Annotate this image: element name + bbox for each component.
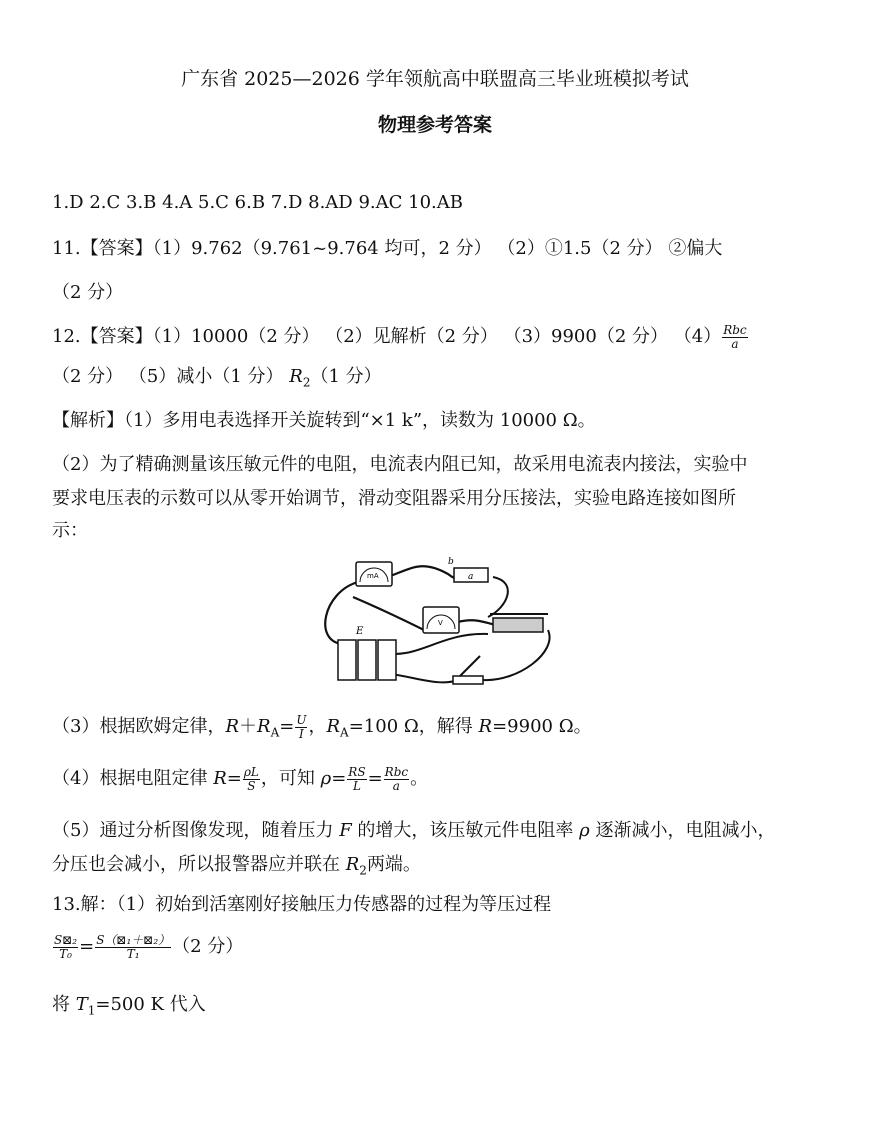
battery-label-e: E bbox=[356, 626, 364, 637]
p4-eq3: = bbox=[367, 768, 383, 789]
analysis-p5-line2 bbox=[52, 850, 421, 878]
battery-cell-2 bbox=[358, 640, 376, 680]
p4-text2: ，可知 bbox=[260, 768, 321, 789]
q11-answer-line1: 11.【答案】（1）9.762（9.761~9.764 均可，2 分） （2）①1.5（2 分） ②偏大 bbox=[52, 238, 723, 259]
element-label-b: b bbox=[448, 557, 454, 567]
q12-line2-score: （1 分） bbox=[310, 366, 382, 387]
rheostat bbox=[493, 618, 543, 632]
q13-fraction-1 bbox=[53, 934, 78, 961]
p3-eq: = bbox=[279, 716, 295, 737]
p5-r2: R bbox=[345, 854, 360, 875]
p3-text: （3）根据欧姆定律， bbox=[52, 716, 226, 737]
wire-element-rheostat bbox=[488, 577, 508, 617]
p3-plus: ＋ bbox=[239, 716, 258, 737]
p3-comma: ， bbox=[308, 716, 327, 737]
p3-frac-num: U bbox=[296, 712, 307, 727]
p5-rho: ρ bbox=[579, 820, 590, 841]
wire-ammeter-voltmeter bbox=[353, 597, 428, 632]
p3-value: =100 Ω，解得 bbox=[348, 716, 479, 737]
q12-fraction-den: a bbox=[731, 336, 739, 351]
q13-t: T bbox=[75, 994, 88, 1015]
analysis-p3 bbox=[52, 712, 592, 741]
p4-fraction-2 bbox=[347, 766, 366, 793]
q12-answer-line2 bbox=[52, 362, 382, 390]
switch-lever bbox=[460, 656, 480, 676]
p4-rho: ρ bbox=[320, 768, 332, 789]
q12-line2-text: （2 分） （5）减小（1 分） bbox=[52, 366, 290, 387]
wire-ammeter-battery bbox=[325, 582, 358, 644]
q13-fraction-2 bbox=[95, 934, 171, 961]
p4-r: R bbox=[213, 768, 227, 789]
q13-line3 bbox=[52, 990, 206, 1018]
p4-frac3-num: Rbc bbox=[384, 764, 409, 779]
p4-frac1-num: ρL bbox=[243, 764, 259, 779]
q12-r-subscript: 2 bbox=[302, 375, 311, 390]
q13-line1: 13.解：（1）初始到活塞刚好接触压力传感器的过程为等压过程 bbox=[52, 894, 552, 915]
analysis-p4 bbox=[52, 764, 428, 793]
p4-period: 。 bbox=[410, 768, 429, 789]
p4-eq1: = bbox=[226, 768, 242, 789]
analysis-p1: 【解析】（1）多用电表选择开关旋转到“×1 k”，读数为 10000 Ω。 bbox=[52, 410, 596, 431]
battery-cell-3 bbox=[378, 640, 396, 680]
choice-answers: 1.D 2.C 3.B 4.A 5.C 6.B 7.D 8.AD 9.AC 10.AB bbox=[52, 192, 463, 213]
p3-ra2-sub: A bbox=[340, 725, 349, 740]
wire-rheostat-switch bbox=[483, 630, 550, 680]
analysis-p2-line2: 要求电压表的示数可以从零开始调节，滑动变阻器采用分压接法，实验电路连接如图所 bbox=[52, 488, 736, 509]
q13-text2: =500 K 代入 bbox=[95, 994, 206, 1015]
q13-frac2-den: T₁ bbox=[126, 946, 140, 961]
battery-cell-1 bbox=[338, 640, 356, 680]
q13-frac1-num: S⊠₂ bbox=[54, 932, 78, 947]
p4-frac2-num: RS bbox=[348, 764, 366, 779]
p5-text1: （5）通过分析图像发现，随着压力 bbox=[52, 820, 340, 841]
p4-frac1-den: S bbox=[247, 778, 256, 793]
q13-frac1-den: T₀ bbox=[59, 946, 72, 961]
p5-text3: 逐渐减小，电阻减小， bbox=[589, 820, 776, 841]
q13-frac2-num: S（⊠₁＋⊠₂） bbox=[96, 932, 171, 947]
p4-eq2: = bbox=[331, 768, 347, 789]
p3-result: =9900 Ω。 bbox=[492, 716, 592, 737]
page-subtitle: 物理参考答案 bbox=[377, 114, 492, 136]
p4-fraction-3 bbox=[384, 766, 409, 793]
q12-answer-line1 bbox=[52, 322, 749, 351]
analysis-p5-line1 bbox=[52, 816, 775, 842]
q13-eq: = bbox=[79, 936, 95, 957]
p3-ra-sub: A bbox=[270, 725, 280, 740]
q12-answer-text: 12.【答案】（1）10000（2 分） （2）见解析（2 分） （3）9900（2 分） （4） bbox=[52, 326, 722, 347]
p3-r2: R bbox=[478, 716, 493, 737]
p4-text: （4）根据电阻定律 bbox=[52, 768, 214, 789]
analysis-p2-line1: （2）为了精确测量该压敏元件的电阻，电流表内阻已知，故采用电流表内接法，实验中 bbox=[52, 454, 748, 475]
p5-text2: 的增大，该压敏元件电阻率 bbox=[351, 820, 580, 841]
p3-frac-den: I bbox=[299, 726, 304, 741]
p3-ra: R bbox=[257, 716, 271, 737]
p5-text5: 两端。 bbox=[366, 854, 421, 875]
q11-answer-line2: （2 分） bbox=[52, 282, 124, 303]
p4-frac2-den: L bbox=[352, 778, 361, 793]
p5-r2-sub: 2 bbox=[359, 863, 367, 878]
voltmeter-label: V bbox=[438, 619, 443, 627]
circuit-diagram bbox=[318, 552, 558, 692]
analysis-p2-line3: 示： bbox=[52, 520, 88, 541]
q13-score: （2 分） bbox=[172, 936, 244, 957]
p3-ra2: R bbox=[326, 716, 341, 737]
ammeter-label: mA bbox=[367, 572, 379, 580]
q13-equation bbox=[52, 932, 243, 961]
q13-t-sub: 1 bbox=[87, 1003, 96, 1018]
p5-text4: 分压也会减小，所以报警器应并联在 bbox=[52, 854, 346, 875]
q12-fraction bbox=[722, 324, 747, 351]
q12-fraction-num: Rbc bbox=[723, 322, 747, 337]
page-title: 广东省 2025—2026 学年领航高中联盟高三毕业班模拟考试 bbox=[181, 68, 689, 90]
p5-f: F bbox=[339, 820, 352, 841]
switch-base bbox=[453, 676, 483, 684]
p4-fraction-1 bbox=[243, 766, 260, 793]
element-label-a: a bbox=[468, 572, 474, 582]
p3-r: R bbox=[225, 716, 240, 737]
q13-text: 将 bbox=[52, 994, 76, 1015]
p4-frac3-den: a bbox=[392, 778, 400, 793]
q12-r-symbol: R bbox=[289, 366, 303, 387]
p3-fraction bbox=[295, 714, 307, 741]
